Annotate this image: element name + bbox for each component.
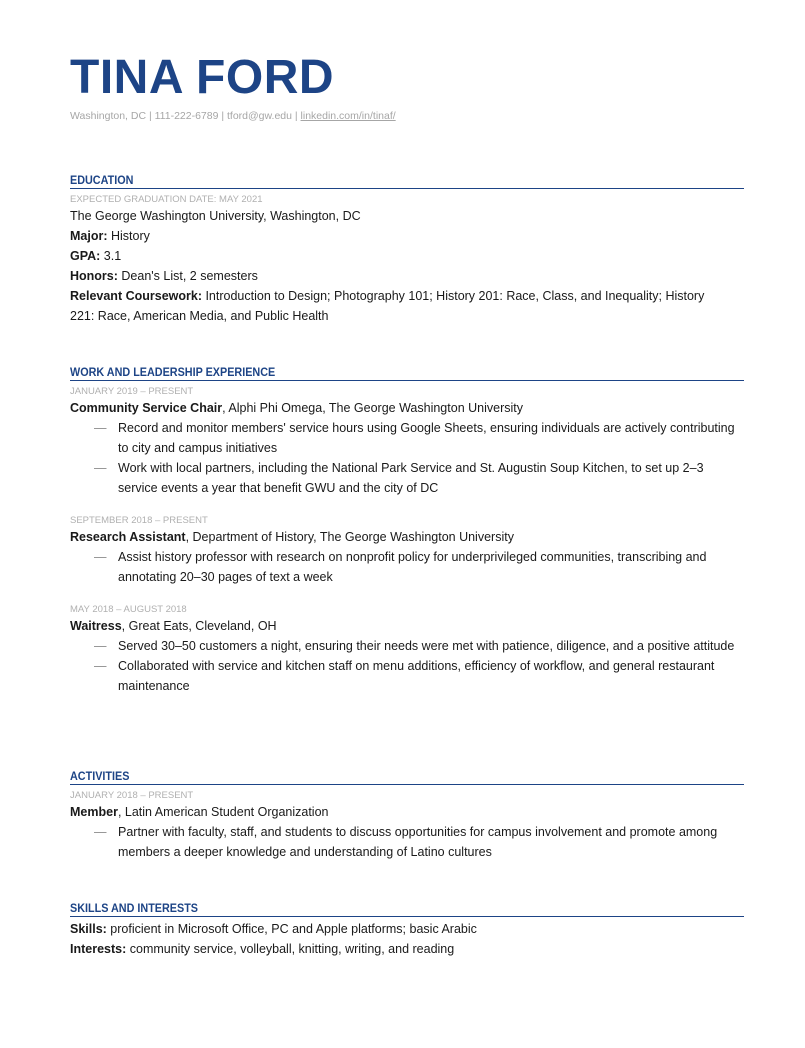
entry-org: , Alphi Phi Omega, The George Washington University [222, 401, 523, 415]
interests-row [70, 939, 744, 959]
bullet-item [70, 547, 744, 587]
row-value: 3.1 [100, 249, 122, 263]
row-label: Major: [70, 229, 108, 243]
coursework-continued: 221: Race, American Media, and Public Health [70, 309, 329, 323]
row-label: GPA: [70, 249, 101, 263]
linkedin-link[interactable]: linkedin.com/in/tinaf/ [300, 110, 396, 122]
section-header [70, 171, 744, 189]
graduation-date: EXPECTED GRADUATION DATE: MAY 2021 [70, 194, 263, 205]
entry-heading [70, 616, 744, 636]
entry-date: JANUARY 2018 – PRESENT [70, 790, 194, 801]
row-label: Relevant Coursework: [70, 289, 202, 303]
coursework-row [70, 286, 744, 306]
honors-row [70, 266, 744, 286]
major-row [70, 226, 744, 246]
entry-heading [70, 527, 744, 547]
bullet-item [70, 418, 744, 458]
bullet-text: Collaborated with service and kitchen staff on menu additions, efficiency of workflow, and general restaurant maintenance [118, 659, 715, 693]
skills-row [70, 919, 744, 939]
activities-section [70, 767, 744, 862]
entry-bullets [70, 636, 744, 696]
bullet-text: Record and monitor members' service hours using Google Sheets, ensuring individuals are actively contributing to city and campus initiatives [118, 421, 735, 455]
entry-date: JANUARY 2019 – PRESENT [70, 386, 194, 397]
dash-bullet-icon: — [94, 825, 107, 839]
entry-date: SEPTEMBER 2018 – PRESENT [70, 515, 208, 526]
bullet-text: Assist history professor with research on nonprofit policy for underprivileged communities, transcribing and annotating 20–30 pages of text a week [118, 550, 707, 584]
work-entry [70, 603, 744, 696]
dash-bullet-icon: — [94, 659, 107, 673]
section-title: ACTIVITIES [70, 769, 130, 783]
row-value: community service, volleyball, knitting, writing, and reading [126, 942, 455, 956]
entry-org: , Latin American Student Organization [117, 805, 329, 819]
skills-section [70, 899, 744, 959]
row-value: Dean's List, 2 semesters [117, 269, 258, 283]
row-value: proficient in Microsoft Office, PC and Apple platforms; basic Arabic [106, 922, 477, 936]
row-value: Introduction to Design; Photography 101; History 201: Race, Class, and Inequality; History [201, 289, 705, 303]
bullet-item [70, 656, 744, 696]
dash-bullet-icon: — [94, 550, 107, 564]
candidate-name: TINA FORD [70, 51, 335, 104]
row-label: Skills: [70, 922, 107, 936]
entry-role: Member [70, 805, 118, 819]
section-title: SKILLS AND INTERESTS [70, 901, 199, 915]
dash-bullet-icon: — [94, 421, 107, 435]
entry-bullets [70, 418, 744, 498]
entry-heading [70, 398, 744, 418]
bullet-text: Work with local partners, including the National Park Service and St. Augustin Soup Kitchen, to set up 2–3 service events a year that benefit GWU and the city of DC [118, 461, 704, 495]
section-header [70, 363, 744, 381]
entry-heading [70, 802, 744, 822]
bullet-item [70, 822, 744, 862]
entry-role: Community Service Chair [70, 401, 223, 415]
education-section [70, 171, 744, 326]
entry-bullets [70, 547, 744, 587]
contact-text: Washington, DC | 111-222-6789 | tford@gw.edu | [70, 110, 301, 122]
entry-role: Research Assistant [70, 530, 186, 544]
section-header [70, 899, 744, 917]
work-entry [70, 514, 744, 587]
gpa-row [70, 246, 744, 266]
contact-line [70, 110, 396, 122]
section-title: WORK AND LEADERSHIP EXPERIENCE [70, 365, 276, 379]
work-section [70, 363, 744, 696]
school-line: The George Washington University, Washington, DC [70, 209, 361, 223]
entry-org: , Department of History, The George Washington University [185, 530, 514, 544]
entry-org: , Great Eats, Cleveland, OH [121, 619, 277, 633]
bullet-item [70, 636, 744, 656]
row-label: Honors: [70, 269, 118, 283]
row-value: History [107, 229, 150, 243]
work-entry [70, 385, 744, 498]
bullet-item [70, 458, 744, 498]
row-label: Interests: [70, 942, 127, 956]
section-title: EDUCATION [70, 173, 134, 187]
entry-date: MAY 2018 – AUGUST 2018 [70, 604, 187, 615]
entry-role: Waitress [70, 619, 122, 633]
bullet-text: Partner with faculty, staff, and students to discuss opportunities for campus involvement and promote among members a deeper knowledge and understanding of Latino cultures [118, 825, 718, 859]
dash-bullet-icon: — [94, 639, 107, 653]
bullet-text: Served 30–50 customers a night, ensuring their needs were met with patience, diligence, and a positive attitude [118, 639, 735, 653]
dash-bullet-icon: — [94, 461, 107, 475]
section-header [70, 767, 744, 785]
entry-bullets [70, 822, 744, 862]
